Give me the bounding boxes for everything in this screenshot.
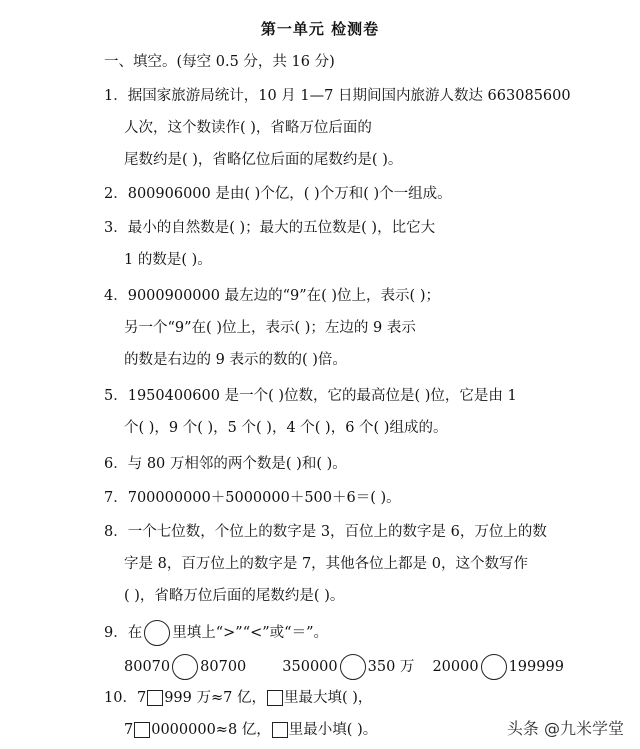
question-10-line-a	[104, 688, 372, 708]
q9-value: 199999	[508, 659, 564, 675]
q10-text: 10．7	[104, 690, 147, 706]
q9-value: 80700	[200, 659, 247, 675]
question-line: 5．1950400600 是一个( )位数，它的最高位是( )位，它是由 1	[104, 388, 517, 404]
q10-text: 里最小填( )。	[288, 722, 378, 738]
fill-box-icon[interactable]	[272, 722, 288, 738]
question-line: 3．最小的自然数是( )；最大的五位数是( )，比它大	[104, 220, 436, 236]
compare-circle-icon[interactable]	[340, 654, 366, 680]
q10-text: 里最大填( )，	[283, 690, 373, 706]
question-line: 7．700000000＋5000000＋500＋6＝( )。	[104, 490, 401, 506]
compare-circle-icon[interactable]	[481, 654, 507, 680]
question-line: ( )，省略万位后面的尾数约是( )。	[124, 588, 345, 604]
fill-box-icon[interactable]	[147, 690, 163, 706]
compare-circle-icon[interactable]	[172, 654, 198, 680]
q10-text: 7	[124, 722, 134, 738]
q10-text: 0000000≈8 亿，	[151, 722, 271, 738]
question-line: 个( )，9 个( )，5 个( )，4 个( )，6 个( )组成的。	[124, 420, 448, 436]
question-10-line-b	[124, 720, 377, 740]
fill-box-icon[interactable]	[267, 690, 283, 706]
q10-text: 999 万≈7 亿，	[164, 690, 266, 706]
q9-value: 80070	[124, 659, 171, 675]
question-line: 4．9000900000 最左边的“9”在( )位上，表示( )；	[104, 288, 440, 304]
page-title: 第一单元 检测卷	[260, 20, 380, 38]
question-9-line	[104, 620, 328, 646]
question-line: 2．800906000 是由( )个亿，( )个万和( )个一组成。	[104, 186, 452, 202]
fill-box-icon[interactable]	[134, 722, 150, 738]
question-line: 尾数约是( )，省略亿位后面的尾数约是( )。	[124, 152, 403, 168]
watermark: 头条 @九米学堂	[503, 714, 628, 741]
question-line: 1．据国家旅游局统计，10 月 1—7 日期间国内旅游人数达 663085600	[104, 88, 571, 104]
q9-value: 350 万	[367, 659, 415, 675]
question-line: 字是 8，百万位上的数字是 7，其他各位上都是 0，这个数写作	[124, 556, 529, 572]
question-line: 6．与 80 万相邻的两个数是( )和( )。	[104, 456, 347, 472]
question-line: 8．一个七位数，个位上的数字是 3，百位上的数字是 6，万位上的数	[104, 524, 547, 540]
question-line: 人次，这个数读作( )，省略万位后面的	[124, 120, 372, 136]
question-line: 1 的数是( )。	[124, 252, 212, 268]
q9-value: 350000	[282, 659, 338, 675]
compare-circle-icon[interactable]	[144, 620, 170, 646]
q9-text-a: 9．在	[104, 625, 143, 641]
question-9-items	[124, 654, 564, 680]
section-heading: 一、填空。(每空 0.5 分，共 16 分)	[104, 54, 335, 70]
q9-value: 20000	[432, 659, 479, 675]
q9-text-b: 里填上“>”“<”或“＝”。	[172, 625, 329, 641]
question-line: 另一个“9”在( )位上，表示( )；左边的 9 表示	[124, 320, 416, 336]
question-line: 的数是右边的 9 表示的数的( )倍。	[124, 352, 347, 368]
